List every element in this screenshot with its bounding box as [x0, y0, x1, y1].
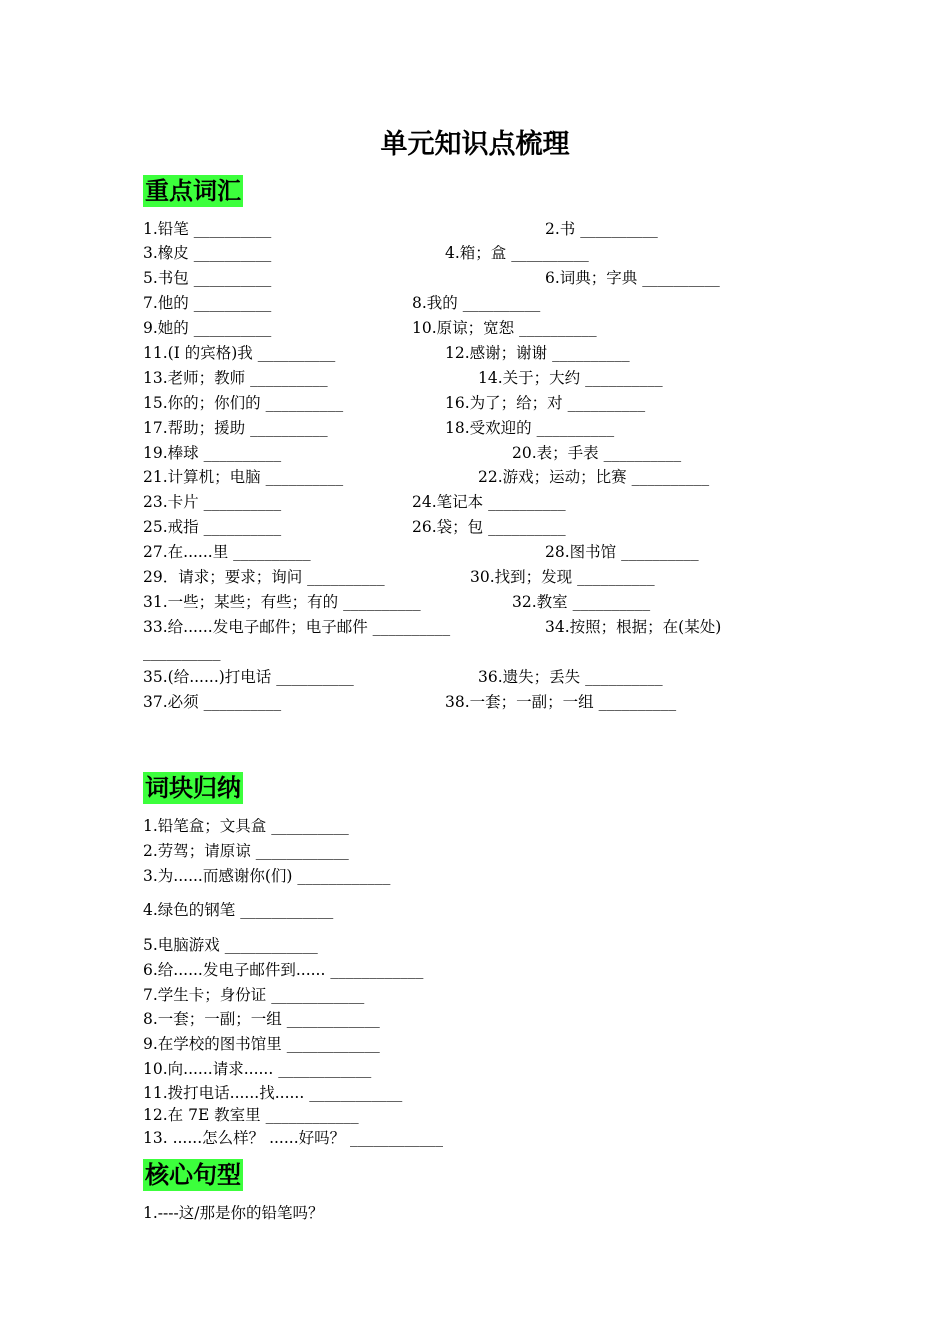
vocab-item: 21.计算机；电脑 __________ [143, 468, 344, 486]
phrase-item: 6.给......发电子邮件到...... ____________ [143, 961, 424, 979]
section-heading-sentences: 核心句型 [145, 1161, 241, 1189]
vocab-item: 24.笔记本 __________ [412, 493, 566, 511]
vocab-item: 36.遗失；丢失 __________ [478, 668, 663, 686]
vocab-item: 9.她的 __________ [143, 319, 272, 337]
vocab-item: 12.感谢；谢谢 __________ [445, 344, 630, 362]
vocab-item: 16.为了；给；对 __________ [445, 394, 646, 412]
phrase-item: 12.在 7E 教室里 ____________ [143, 1106, 359, 1124]
vocab-item: 3.橡皮 __________ [143, 244, 272, 262]
vocab-item: 37.必须 __________ [143, 693, 282, 711]
vocab-item: 13.老师；教师 __________ [143, 369, 328, 387]
vocab-item: 31.一些；某些；有些；有的 __________ [143, 593, 421, 611]
vocab-item: 35.(给......)打电话 __________ [143, 668, 354, 686]
vocab-item: 29．请求；要求；询问 __________ [143, 568, 385, 586]
vocab-item: 5.书包 __________ [143, 269, 272, 287]
vocab-item: 33.给......发电子邮件；电子邮件 __________ [143, 618, 451, 636]
phrase-item: 8.一套；一副；一组 ____________ [143, 1010, 380, 1028]
phrase-item: 2.劳驾；请原谅 ____________ [143, 842, 349, 860]
vocab-item: 14.关于；大约 __________ [478, 369, 663, 387]
vocab-item: 26.袋；包 __________ [412, 518, 566, 536]
vocab-item: 27.在......里 __________ [143, 543, 311, 561]
phrase-item: 11.拨打电话......找...... ____________ [143, 1084, 403, 1102]
vocab-item: 2.书 __________ [545, 220, 658, 238]
vocab-item: 8.我的 __________ [412, 294, 541, 312]
vocab-item: 20.表；手表 __________ [512, 444, 682, 462]
phrase-item: 7.学生卡；身份证 ____________ [143, 986, 365, 1004]
vocab-item: 18.受欢迎的 __________ [445, 419, 615, 437]
phrase-item: 9.在学校的图书馆里 ____________ [143, 1035, 380, 1053]
vocab-item: 1.铅笔 __________ [143, 220, 272, 238]
vocab-item: 34.按照；根据；在(某处) [545, 618, 722, 636]
vocab-item: 28.图书馆 __________ [545, 543, 699, 561]
sentence-item: 1.----这/那是你的铅笔吗？ [143, 1204, 324, 1222]
vocab-item: 30.找到；发现 __________ [470, 568, 655, 586]
vocab-item: 22.游戏；运动；比赛 __________ [478, 468, 710, 486]
vocab-item: 6.词典；字典 __________ [545, 269, 720, 287]
vocab-item-blank: __________ [143, 643, 221, 661]
phrase-item: 4.绿色的钢笔 ____________ [143, 901, 334, 919]
section-heading-phrases: 词块归纳 [145, 774, 241, 802]
vocab-item: 19.棒球 __________ [143, 444, 282, 462]
phrase-item: 1.铅笔盒；文具盒 __________ [143, 817, 349, 835]
vocab-item: 17.帮助；援助 __________ [143, 419, 328, 437]
vocab-item: 10.原谅；宽恕 __________ [412, 319, 597, 337]
section-heading-vocab: 重点词汇 [145, 177, 241, 205]
phrase-item: 13. ......怎么样？ ......好吗？ ____________ [143, 1129, 444, 1147]
vocab-item: 25.戒指 __________ [143, 518, 282, 536]
vocab-item: 4.箱；盒 __________ [445, 244, 589, 262]
vocab-item: 11.(I 的宾格)我 __________ [143, 344, 336, 362]
vocab-item: 23.卡片 __________ [143, 493, 282, 511]
vocab-item: 38.一套；一副；一组 __________ [445, 693, 677, 711]
page-title: 单元知识点梳理 [380, 129, 570, 160]
phrase-item: 5.电脑游戏 ____________ [143, 936, 318, 954]
vocab-item: 7.他的 __________ [143, 294, 272, 312]
vocab-item: 15.你的；你们的 __________ [143, 394, 344, 412]
phrase-item: 10.向......请求...... ____________ [143, 1060, 372, 1078]
vocab-item: 32.教室 __________ [512, 593, 651, 611]
phrase-item: 3.为......而感谢你(们) ____________ [143, 867, 391, 885]
